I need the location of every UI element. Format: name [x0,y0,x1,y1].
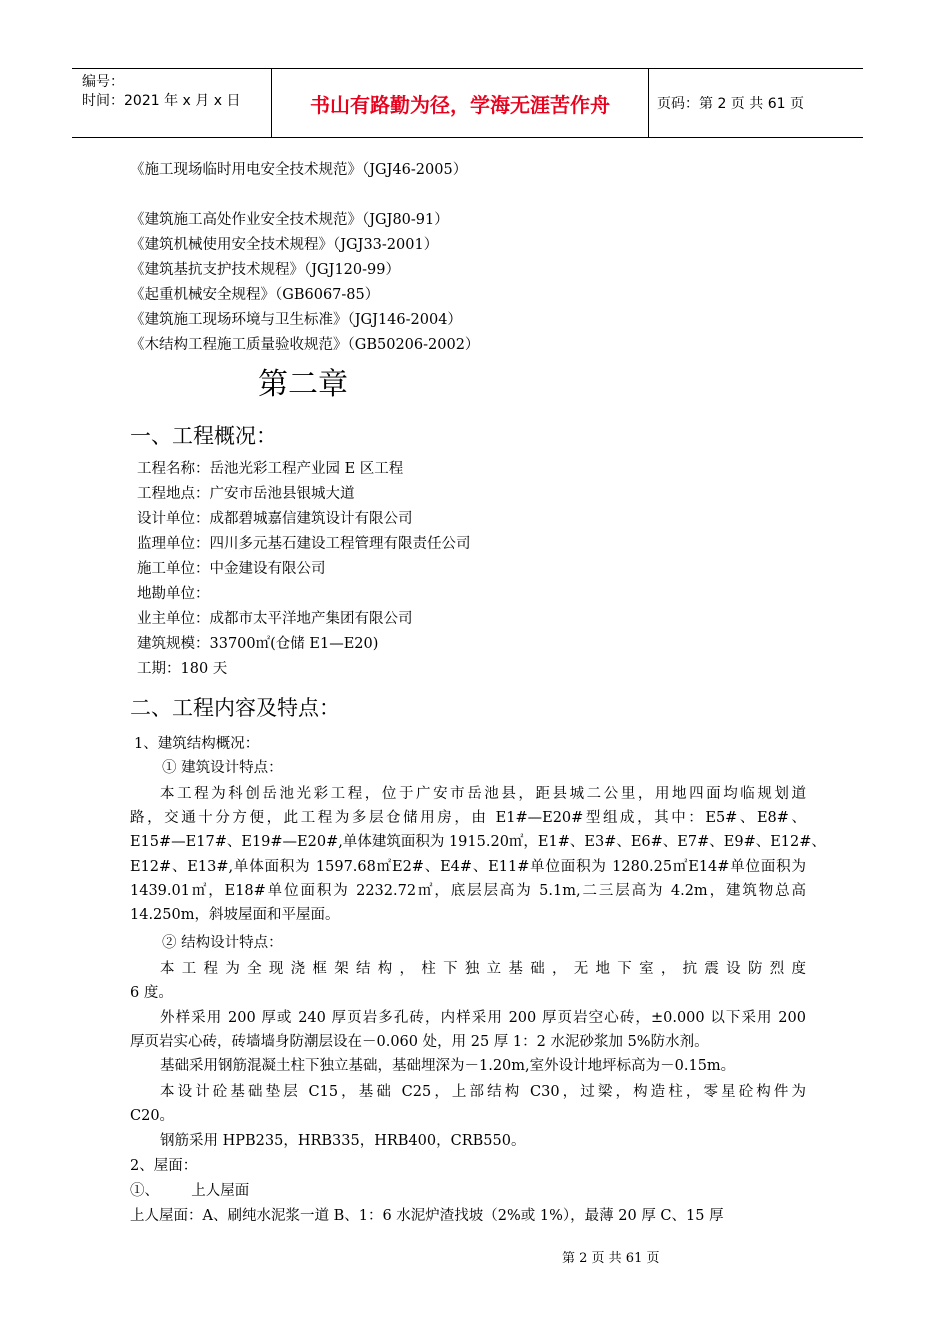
paragraph-line: 本工程为科创岳池光彩工程，位于广安市岳池县，距县城二公里，用地四面均临规划道 [160,786,806,802]
structure-paragraph [130,957,806,1005]
page-footer: 第 2 页 共 61 页 [562,1251,660,1266]
structure-paragraph [130,1006,806,1054]
project-info-item: 设计单位：成都碧城嘉信建筑设计有限公司 [137,511,413,527]
header-meta [72,69,272,137]
paragraph-line: 14.250m，斜坡屋面和平屋面。 [130,907,340,924]
reference-item: 《建筑施工高处作业安全技术规范》（JGJ80-91） [130,212,449,228]
reference-item: 《起重机械安全规程》（GB6067-85） [130,287,380,303]
design-features-heading: ① 建筑设计特点： [162,760,283,776]
chapter-title: 第二章 [258,367,348,402]
subsection-heading: 1、建筑结构概况： [134,736,260,752]
document-time-label: 时间：2021 年 x 月 x 日 [82,93,241,109]
paragraph-line: C20。 [130,1108,175,1125]
project-info-item: 地勘单位： [137,586,210,602]
paragraph-line: 厚页岩实心砖，砖墙墙身防潮层设在－0.060 处，用 25 厚 1：2 水泥砂浆加 5%防水剂。 [130,1034,709,1051]
paragraph-line: 6 度。 [130,985,173,1002]
reference-item: 《建筑基抗支护技术规程》（JGJ120-99） [130,262,400,278]
project-info-item: 业主单位：成都市太平洋地产集团有限公司 [137,611,413,627]
project-info-item: 施工单位：中金建设有限公司 [137,561,326,577]
project-info-item: 建筑规模：33700㎡(仓储 E1—E20) [137,636,379,652]
reference-item: 《施工现场临时用电安全技术规范》（JGJ46-2005） [130,162,468,178]
project-info-item: 工期：180 天 [137,661,228,677]
design-paragraph [130,782,826,927]
roof-item-heading: ①、 上人屋面 [130,1183,250,1199]
paragraph-line: 外样采用 200 厚或 240 厚页岩多孔砖，内样采用 200 厚页岩空心砖，±0.000 以下采用 200 [160,1010,806,1026]
subsection-heading: 2、屋面： [130,1158,198,1174]
paragraph-line: E15#—E17#、E19#—E20#,单体建筑面积为 1915.20㎡，E1#、E3#、E6#、E7#、E9#、E12#、 [130,834,826,851]
paragraph-line: 路，交通十分方便，此工程为多层仓储用房，由 E1#—E20#型组成，其中：E5#、E8#、 [130,810,806,827]
concrete-paragraph [130,1080,806,1128]
header-page-label: 页码：第 2 页 共 61 页 [657,96,804,112]
header-motto: 书山有路勤为径，学海无涯苦作舟 [272,69,649,137]
project-info-item: 监理单位：四川多元基石建设工程管理有限责任公司 [137,536,471,552]
section-heading: 一、工程概况： [130,424,277,448]
paragraph-line: 1439.01㎡，E18#单位面积为 2232.72㎡，底层层高为 5.1m,二三层高为 4.2m，建筑物总高 [130,882,806,899]
foundation-paragraph: 基础采用钢筋混凝土柱下独立基础，基础埋深为－1.20m,室外设计地坪标高为－0.15m。 [160,1058,736,1074]
project-info-item: 工程地点：广安市岳池县银城大道 [137,486,355,502]
structure-features-heading: ② 结构设计特点： [162,935,283,951]
reference-item: 《木结构工程施工质量验收规范》（GB50206-2002） [130,337,480,353]
paragraph-line: E12#、E13#,单体面积为 1597.68㎡E2#、E4#、E11#单位面积为 1280.25㎡E14#单位面积为 [130,858,806,875]
project-info-item: 工程名称：岳池光彩工程产业园 E 区工程 [137,461,404,477]
reference-item: 《建筑施工现场环境与卫生标准》（JGJ146-2004） [130,312,462,328]
paragraph-line: 本设计砼基础垫层 C15，基础 C25，上部结构 C30，过梁，构造柱，零星砼构件为 [160,1084,806,1100]
rebar-paragraph: 钢筋采用 HPB235，HRB335，HRB400，CRB550。 [160,1133,526,1149]
page-header [72,68,863,138]
document-number-label: 编号： [82,74,124,90]
roof-text: 上人屋面：A、刷纯水泥浆一道 B、1：6 水泥炉渣找坡（2%或 1%），最薄 20 厚 C、15 厚 [130,1208,724,1224]
section-heading: 二、工程内容及特点： [130,696,340,720]
paragraph-line: 本工程为全现浇框架结构，柱下独立基础，无地下室，抗震设防烈度 [160,961,806,977]
reference-item: 《建筑机械使用安全技术规程》（JGJ33-2001） [130,237,439,253]
